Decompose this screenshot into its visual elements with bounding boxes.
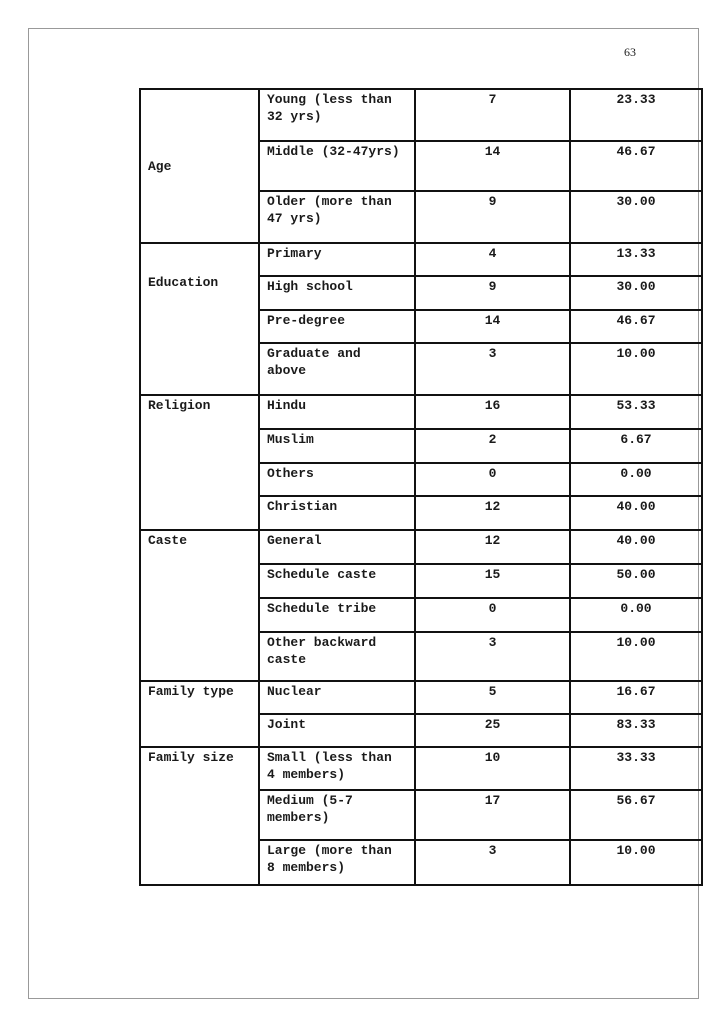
subcategory-cell: Young (less than 32 yrs) bbox=[259, 89, 415, 141]
category-family-size: Family size bbox=[140, 747, 259, 885]
count-cell: 12 bbox=[415, 496, 570, 530]
subcategory-cell: Schedule tribe bbox=[259, 598, 415, 632]
percentage-cell: 0.00 bbox=[570, 598, 702, 632]
percentage-cell: 46.67 bbox=[570, 310, 702, 343]
table-row bbox=[140, 89, 702, 141]
count-cell: 12 bbox=[415, 530, 570, 564]
category-age: Age bbox=[140, 89, 259, 243]
count-cell: 4 bbox=[415, 243, 570, 276]
subcategory-cell: Medium (5-7 members) bbox=[259, 790, 415, 840]
table-row bbox=[140, 530, 702, 564]
subcategory-cell: Joint bbox=[259, 714, 415, 747]
percentage-cell: 30.00 bbox=[570, 276, 702, 310]
subcategory-cell: Christian bbox=[259, 496, 415, 530]
subcategory-cell: Small (less than 4 members) bbox=[259, 747, 415, 790]
percentage-cell: 10.00 bbox=[570, 343, 702, 395]
subcategory-cell: Muslim bbox=[259, 429, 415, 463]
count-cell: 16 bbox=[415, 395, 570, 429]
category-family-type: Family type bbox=[140, 681, 259, 747]
table-row bbox=[140, 243, 702, 276]
percentage-cell: 13.33 bbox=[570, 243, 702, 276]
percentage-cell: 50.00 bbox=[570, 564, 702, 598]
category-caste: Caste bbox=[140, 530, 259, 681]
table-row bbox=[140, 747, 702, 790]
subcategory-cell: Older (more than 47 yrs) bbox=[259, 191, 415, 243]
subcategory-cell: Hindu bbox=[259, 395, 415, 429]
page-number: 63 bbox=[624, 45, 636, 59]
count-cell: 0 bbox=[415, 463, 570, 496]
count-cell: 15 bbox=[415, 564, 570, 598]
count-cell: 10 bbox=[415, 747, 570, 790]
count-cell: 0 bbox=[415, 598, 570, 632]
count-cell: 3 bbox=[415, 343, 570, 395]
count-cell: 5 bbox=[415, 681, 570, 714]
subcategory-cell: Large (more than 8 members) bbox=[259, 840, 415, 885]
subcategory-cell: Nuclear bbox=[259, 681, 415, 714]
subcategory-cell: Middle (32-47yrs) bbox=[259, 141, 415, 191]
demographics-table bbox=[139, 88, 703, 886]
count-cell: 3 bbox=[415, 632, 570, 681]
table-row bbox=[140, 395, 702, 429]
percentage-cell: 83.33 bbox=[570, 714, 702, 747]
percentage-cell: 56.67 bbox=[570, 790, 702, 840]
percentage-cell: 10.00 bbox=[570, 632, 702, 681]
percentage-cell: 30.00 bbox=[570, 191, 702, 243]
subcategory-cell: Graduate and above bbox=[259, 343, 415, 395]
count-cell: 17 bbox=[415, 790, 570, 840]
subcategory-cell: Pre-degree bbox=[259, 310, 415, 343]
count-cell: 14 bbox=[415, 141, 570, 191]
percentage-cell: 0.00 bbox=[570, 463, 702, 496]
percentage-cell: 6.67 bbox=[570, 429, 702, 463]
count-cell: 9 bbox=[415, 191, 570, 243]
percentage-cell: 40.00 bbox=[570, 496, 702, 530]
subcategory-cell: Schedule caste bbox=[259, 564, 415, 598]
percentage-cell: 53.33 bbox=[570, 395, 702, 429]
subcategory-cell: Others bbox=[259, 463, 415, 496]
category-religion: Religion bbox=[140, 395, 259, 530]
count-cell: 14 bbox=[415, 310, 570, 343]
table-row bbox=[140, 681, 702, 714]
subcategory-cell: Primary bbox=[259, 243, 415, 276]
subcategory-cell: Other backward caste bbox=[259, 632, 415, 681]
percentage-cell: 23.33 bbox=[570, 89, 702, 141]
subcategory-cell: High school bbox=[259, 276, 415, 310]
count-cell: 25 bbox=[415, 714, 570, 747]
percentage-cell: 16.67 bbox=[570, 681, 702, 714]
percentage-cell: 33.33 bbox=[570, 747, 702, 790]
count-cell: 2 bbox=[415, 429, 570, 463]
count-cell: 7 bbox=[415, 89, 570, 141]
percentage-cell: 46.67 bbox=[570, 141, 702, 191]
subcategory-cell: General bbox=[259, 530, 415, 564]
percentage-cell: 40.00 bbox=[570, 530, 702, 564]
percentage-cell: 10.00 bbox=[570, 840, 702, 885]
count-cell: 9 bbox=[415, 276, 570, 310]
count-cell: 3 bbox=[415, 840, 570, 885]
category-education: Education bbox=[140, 243, 259, 395]
